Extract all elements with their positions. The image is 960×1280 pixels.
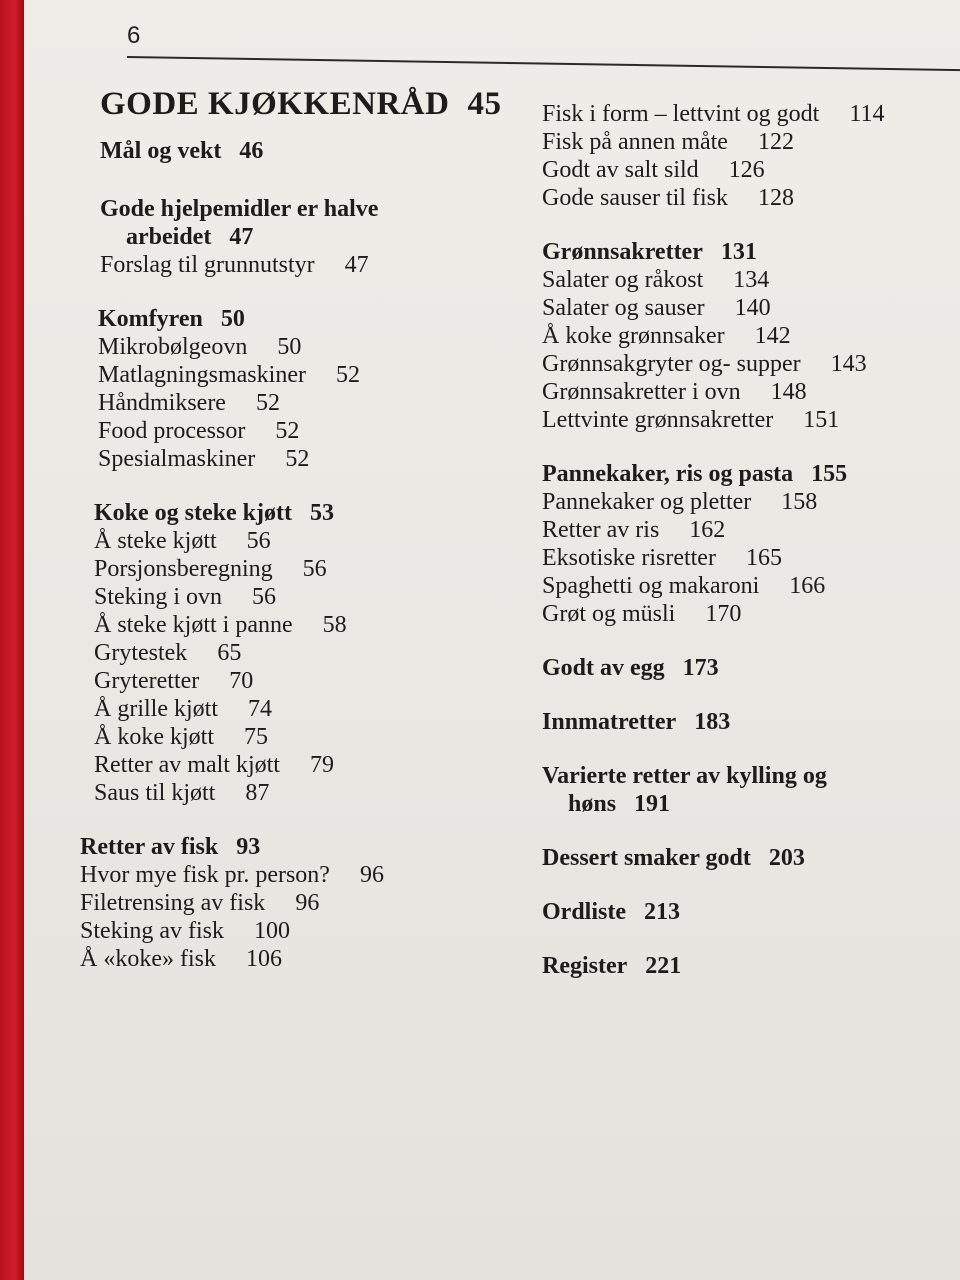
toc-entry: [94, 611, 518, 639]
toc-entry-text: Pannekaker og pletter: [542, 489, 752, 515]
toc-entry-page: 142: [754, 323, 791, 349]
toc-entry-text: Grønnsakretter i ovn: [542, 379, 741, 405]
toc-entry-page: 134: [733, 267, 770, 293]
toc-heading: [542, 952, 942, 980]
toc-entry-page: 143: [830, 351, 867, 377]
toc-heading-text-continued: arbeidet: [126, 224, 212, 250]
toc-entry: [542, 350, 942, 378]
red-book-cover-edge: [0, 0, 24, 1280]
toc-entry-text: Å grille kjøtt: [94, 696, 218, 722]
toc-entry-page: 140: [734, 295, 771, 321]
toc-entry: [542, 266, 942, 294]
toc-entry-page: 65: [217, 640, 242, 666]
toc-entry: [542, 406, 942, 434]
toc-heading-page: 203: [768, 845, 805, 871]
toc-section: [78, 305, 518, 473]
toc-heading-text: Koke og steke kjøtt: [94, 500, 292, 526]
toc-entry: [94, 639, 518, 667]
toc-heading: [98, 305, 518, 333]
toc-entry-page: 56: [302, 556, 327, 582]
toc-entry: [94, 723, 518, 751]
chapter-title-page: 45: [467, 86, 502, 122]
toc-heading-text: Varierte retter av kylling og: [542, 763, 827, 789]
toc-section: [542, 654, 942, 682]
toc-entry-page: 87: [245, 780, 270, 806]
toc-entry: [94, 695, 518, 723]
toc-entry-text: Spesialmaskiner: [98, 446, 256, 472]
toc-heading: [542, 460, 942, 488]
toc-entry-page: 52: [335, 362, 360, 388]
toc-heading-page: 47: [229, 224, 254, 250]
toc-entry-page: 56: [252, 584, 277, 610]
toc-heading-text: Register: [542, 953, 628, 979]
toc-section: [542, 762, 942, 818]
toc-entry-text: Å steke kjøtt: [94, 528, 217, 554]
toc-heading: [542, 708, 942, 736]
toc-entry-page: 96: [295, 890, 320, 916]
page-number: 6: [127, 22, 141, 49]
toc-entry-page: 126: [728, 157, 765, 183]
toc-entry: [98, 361, 518, 389]
toc-entry-page: 148: [770, 379, 807, 405]
toc-entry: [94, 667, 518, 695]
toc-heading: [542, 762, 942, 818]
toc-entry-text: Matlagningsmaskiner: [98, 362, 306, 388]
toc-entry-text: Lettvinte grønnsakretter: [542, 407, 774, 433]
toc-entry-text: Å «koke» fisk: [80, 946, 216, 972]
toc-heading-page: 93: [236, 834, 261, 860]
toc-heading-page: 173: [682, 655, 719, 681]
toc-heading: [542, 844, 942, 872]
toc-entry-page: 75: [244, 724, 268, 750]
toc-heading-text: Gode hjelpemidler er halve: [100, 196, 379, 222]
toc-entry-text: Grøt og müsli: [542, 601, 676, 627]
toc-entry-text: Steking av fisk: [80, 918, 224, 944]
toc-left-column: [78, 86, 518, 999]
toc-heading-page: 155: [811, 461, 848, 487]
toc-heading-page: 213: [644, 899, 680, 925]
toc-heading-text: Godt av egg: [542, 655, 665, 681]
toc-heading-text: Ordliste: [542, 899, 626, 925]
toc-entry: [80, 917, 518, 945]
toc-entry-page: 74: [247, 696, 272, 722]
toc-entry-text: Spaghetti og makaroni: [542, 573, 760, 599]
toc-entry: [94, 555, 518, 583]
chapter-title-text: GODE KJØKKENRÅD: [100, 86, 450, 122]
header-rule: [127, 56, 960, 71]
toc-entry-page: 170: [705, 601, 742, 627]
toc-heading-text: Komfyren: [98, 306, 203, 332]
chapter-title: [100, 86, 518, 123]
toc-entry-text: Filetrensing av fisk: [80, 890, 266, 916]
toc-entry-page: 114: [849, 101, 885, 127]
toc-entry: [542, 488, 942, 516]
toc-heading-text: Pannekaker, ris og pasta: [542, 461, 794, 487]
toc-entry-text: Food processor: [98, 418, 246, 444]
toc-entry-page: 56: [246, 528, 271, 554]
toc-entry-text: Gode sauser til fisk: [542, 185, 728, 211]
toc-heading-page: 46: [239, 138, 264, 164]
toc-heading-page: 50: [220, 306, 245, 332]
toc-entry-text: Å koke grønnsaker: [542, 323, 725, 349]
toc-heading-text-continued: høns: [568, 791, 617, 817]
toc-heading: [542, 238, 942, 266]
toc-entry-page: 58: [322, 612, 347, 638]
toc-entry: [98, 417, 518, 445]
toc-heading-page: 183: [694, 709, 731, 735]
toc-entry-page: 166: [789, 573, 826, 599]
toc-heading: [100, 137, 518, 165]
toc-entry: [542, 378, 942, 406]
toc-entry-text: Gryteretter: [94, 668, 200, 694]
toc-entry-page: 165: [745, 545, 782, 571]
toc-entry-text: Grønnsakgryter og- supper: [542, 351, 801, 377]
toc-section: [542, 238, 942, 434]
toc-entry: [542, 572, 942, 600]
toc-entry-text: Retter av ris: [542, 517, 660, 543]
toc-heading: [542, 898, 942, 926]
toc-entry-page: 106: [245, 946, 282, 972]
toc-section: [78, 137, 518, 165]
toc-section: [542, 952, 942, 980]
toc-entry: [98, 333, 518, 361]
toc-section: [78, 195, 518, 279]
toc-section: [78, 833, 518, 973]
toc-entry-text: Håndmiksere: [98, 390, 226, 416]
toc-entry-page: 162: [689, 517, 726, 543]
toc-entry: [100, 251, 518, 279]
toc-heading: [94, 499, 518, 527]
toc-entry-text: Å koke kjøtt: [94, 724, 214, 750]
toc-entry-page: 52: [285, 446, 310, 472]
toc-entry: [94, 751, 518, 779]
toc-heading-text: Mål og vekt: [100, 138, 222, 164]
toc-heading: [542, 654, 942, 682]
toc-entry-page: 50: [277, 334, 302, 360]
toc-entry-page: 52: [255, 390, 280, 416]
toc-entry-text: Hvor mye fisk pr. person?: [80, 862, 330, 888]
toc-heading-page: 131: [720, 239, 757, 265]
toc-entry-text: Eksotiske risretter: [542, 545, 716, 571]
toc-entry: [80, 945, 518, 973]
toc-section: [542, 898, 942, 926]
toc-heading: [100, 195, 518, 251]
toc-right-column: [542, 100, 942, 1006]
toc-entry-text: Forslag til grunnutstyr: [100, 252, 315, 278]
toc-entry-page: 96: [359, 862, 384, 888]
toc-heading-page: 221: [645, 953, 682, 979]
toc-entry-text: Mikrobølgeovn: [98, 334, 248, 360]
toc-entry-text: Salater og sauser: [542, 295, 705, 321]
toc-entry-text: Porsjonsberegning: [94, 556, 273, 582]
toc-section: [542, 460, 942, 628]
toc-entry: [94, 527, 518, 555]
toc-entry: [542, 294, 942, 322]
toc-entry-page: 122: [757, 129, 794, 155]
toc-entry: [542, 544, 942, 572]
toc-section: [542, 844, 942, 872]
toc-section: [542, 100, 942, 212]
toc-entry: [542, 128, 942, 156]
toc-heading-text: Grønnsakretter: [542, 239, 703, 265]
toc-section: [78, 499, 518, 807]
toc-entry: [542, 184, 942, 212]
toc-entry-text: Godt av salt sild: [542, 157, 699, 183]
toc-heading-text: Dessert smaker godt: [542, 845, 751, 871]
toc-entry: [80, 889, 518, 917]
toc-heading-text: Retter av fisk: [80, 834, 219, 860]
toc-heading: [80, 833, 518, 861]
toc-entry-text: Fisk på annen måte: [542, 129, 728, 155]
toc-heading-page: 53: [309, 500, 334, 526]
toc-entry: [542, 322, 942, 350]
toc-entry-page: 70: [229, 668, 254, 694]
toc-entry-page: 100: [254, 918, 290, 944]
toc-entry: [542, 156, 942, 184]
toc-entry-text: Retter av malt kjøtt: [94, 752, 280, 778]
toc-entry-page: 52: [275, 418, 300, 444]
toc-entry-text: Saus til kjøtt: [94, 780, 216, 806]
toc-entry-text: Salater og råkost: [542, 267, 704, 293]
toc-entry-page: 47: [344, 252, 369, 278]
toc-entry: [542, 600, 942, 628]
toc-section: [542, 708, 942, 736]
toc-entry-text: Å steke kjøtt i panne: [94, 612, 293, 638]
toc-entry: [94, 779, 518, 807]
toc-entry: [542, 100, 942, 128]
toc-entry: [98, 445, 518, 473]
toc-heading-text: Innmatretter: [542, 709, 677, 735]
toc-entry-text: Grytestek: [94, 640, 188, 666]
toc-entry: [98, 389, 518, 417]
toc-entry-page: 79: [309, 752, 334, 778]
toc-entry: [94, 583, 518, 611]
toc-entry-page: 128: [757, 185, 794, 211]
toc-entry-text: Steking i ovn: [94, 584, 223, 610]
toc-entry-text: Fisk i form – lettvint og godt: [542, 101, 820, 127]
toc-heading-page: 191: [634, 791, 671, 817]
toc-entry-page: 158: [781, 489, 818, 515]
toc-entry: [542, 516, 942, 544]
toc-entry: [80, 861, 518, 889]
toc-entry-page: 151: [803, 407, 840, 433]
